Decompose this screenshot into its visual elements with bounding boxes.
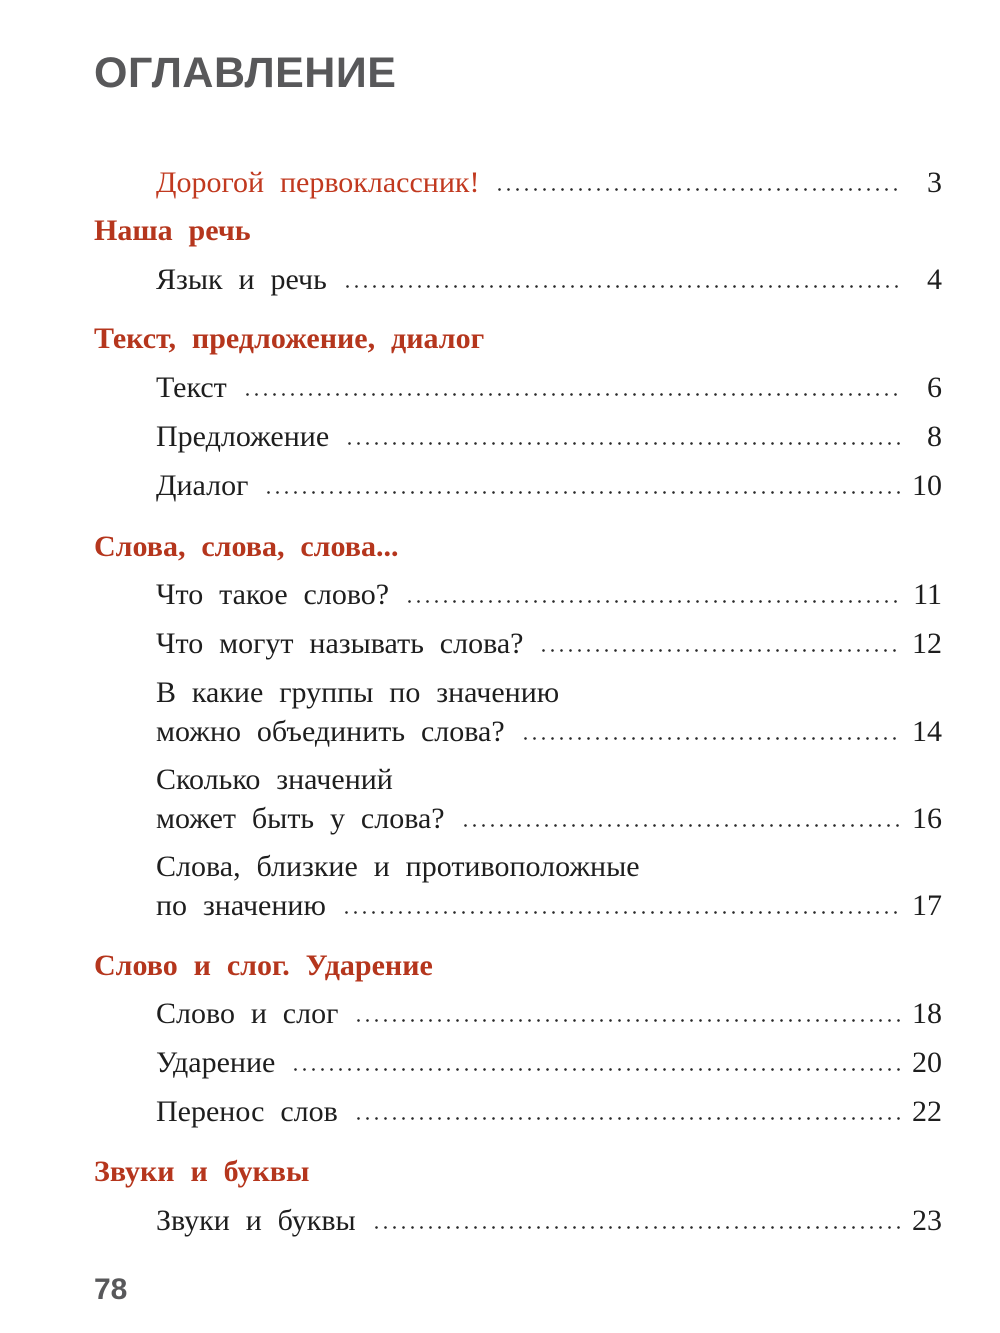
toc-entry-title: Предложение bbox=[156, 420, 330, 453]
toc-entry-page: 3 bbox=[927, 166, 942, 199]
toc-entry[interactable] bbox=[156, 629, 942, 659]
toc-entry-title: можно объединить слова? bbox=[156, 715, 505, 748]
toc-entry[interactable] bbox=[156, 1206, 942, 1236]
toc-entry-page: 12 bbox=[912, 627, 942, 660]
dot-leader bbox=[343, 285, 900, 288]
toc-entry-page: 17 bbox=[912, 889, 942, 922]
toc-entry-title: Текст bbox=[156, 371, 227, 404]
toc-entry[interactable] bbox=[156, 804, 942, 834]
section-heading: Текст, предложение, диалог bbox=[94, 322, 485, 355]
toc-entry-title: может быть у слова? bbox=[156, 802, 445, 835]
toc-entry-page: 22 bbox=[912, 1095, 942, 1128]
toc-entry-title: Звуки и буквы bbox=[156, 1204, 356, 1237]
toc-entry-title: Перенос слов bbox=[156, 1095, 338, 1128]
toc-entry[interactable] bbox=[156, 373, 942, 403]
toc-entry-title: Диалог bbox=[156, 469, 249, 502]
toc-entry[interactable] bbox=[156, 891, 942, 921]
toc-entry-page: 8 bbox=[927, 420, 942, 453]
toc-entry-page: 14 bbox=[912, 715, 942, 748]
page-number: 78 bbox=[94, 1273, 128, 1306]
section-heading: Слово и слог. Ударение bbox=[94, 949, 433, 982]
toc-entry-title-line1: Сколько значений bbox=[156, 763, 393, 796]
dot-leader bbox=[405, 600, 900, 603]
toc-entry-page: 18 bbox=[912, 997, 942, 1030]
dot-leader bbox=[521, 737, 900, 740]
toc-entry-title: Дорогой первоклассник! bbox=[156, 166, 480, 199]
toc-entry-page: 6 bbox=[927, 371, 942, 404]
dot-leader bbox=[342, 911, 900, 914]
section-heading: Слова, слова, слова... bbox=[94, 530, 399, 563]
dot-leader bbox=[291, 1068, 900, 1071]
toc-entry[interactable] bbox=[156, 580, 942, 610]
section-heading: Наша речь bbox=[94, 214, 251, 247]
dot-leader bbox=[539, 649, 900, 652]
toc-entry[interactable] bbox=[156, 422, 942, 452]
toc-entry-title: Что могут называть слова? bbox=[156, 627, 524, 660]
toc-entry-page: 11 bbox=[913, 578, 942, 611]
toc-entry-page: 10 bbox=[912, 469, 942, 502]
toc-entry-page: 4 bbox=[927, 263, 942, 296]
toc-entry-title: Слово и слог bbox=[156, 997, 339, 1030]
toc-entry-title: Что такое слово? bbox=[156, 578, 390, 611]
toc-entry[interactable] bbox=[156, 1048, 942, 1078]
dot-leader bbox=[461, 824, 900, 827]
page-title: ОГЛАВЛЕНИЕ bbox=[94, 49, 397, 97]
dot-leader bbox=[372, 1226, 900, 1229]
toc-entry[interactable] bbox=[156, 265, 942, 295]
toc-entry-title-line1: Слова, близкие и противоположные bbox=[156, 850, 640, 883]
toc-entry-title: Ударение bbox=[156, 1046, 276, 1079]
toc-entry-page: 16 bbox=[912, 802, 942, 835]
toc-entry[interactable] bbox=[156, 999, 942, 1029]
dot-leader bbox=[354, 1117, 900, 1120]
dot-leader bbox=[264, 491, 900, 494]
toc-entry-intro[interactable] bbox=[156, 168, 942, 198]
dot-leader bbox=[495, 188, 900, 191]
dot-leader bbox=[354, 1019, 900, 1022]
section-heading: Звуки и буквы bbox=[94, 1155, 310, 1188]
toc-entry[interactable] bbox=[156, 717, 942, 747]
toc-entry-page: 23 bbox=[912, 1204, 942, 1237]
dot-leader bbox=[345, 442, 900, 445]
dot-leader bbox=[243, 393, 900, 396]
toc-entry[interactable] bbox=[156, 1097, 942, 1127]
toc-entry[interactable] bbox=[156, 471, 942, 501]
toc-entry-title-line1: В какие группы по значению bbox=[156, 676, 560, 709]
toc-entry-page: 20 bbox=[912, 1046, 942, 1079]
toc-entry-title: Язык и речь bbox=[156, 263, 327, 296]
toc-entry-title: по значению bbox=[156, 889, 326, 922]
